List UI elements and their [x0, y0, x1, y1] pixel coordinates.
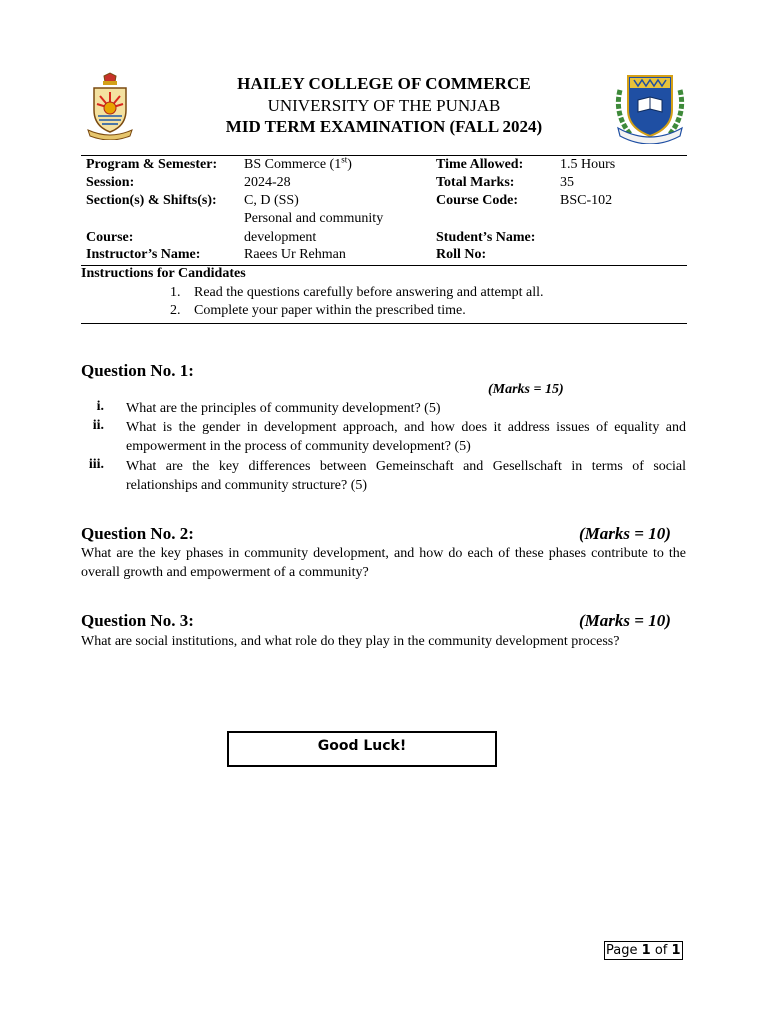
instructions-rule	[81, 323, 687, 324]
course-code-label: Course Code:	[436, 193, 519, 208]
question-1-marks: (Marks = 15)	[488, 382, 564, 397]
subquestion-number: i.	[96, 399, 104, 414]
course-code-value: BSC-102	[560, 193, 613, 208]
question-3-title: Question No. 3:	[81, 611, 194, 630]
total-marks-label: Total Marks:	[436, 175, 515, 190]
time-allowed-label: Time Allowed:	[436, 157, 524, 172]
exam-title: MID TERM EXAMINATION (FALL 2024)	[225, 117, 543, 136]
page-number: Page 1 of 1	[606, 943, 681, 958]
subquestion-text: What is the gender in development approach, and how does it address issues of equality and empowerment in the process of community development? (5)	[126, 420, 686, 454]
subquestion-number: iii.	[88, 457, 104, 472]
subquestion-text: What are the principles of community development? (5)	[126, 401, 441, 416]
question-3-marks: (Marks = 10)	[579, 611, 671, 630]
instructions-list	[170, 284, 544, 320]
program-label: Program & Semester:	[86, 157, 218, 172]
list-item: 2. Complete your paper within the prescribed time.	[170, 303, 466, 318]
roll-no-label: Roll No:	[436, 247, 487, 262]
university-name: UNIVERSITY OF THE PUNJAB	[267, 96, 501, 115]
program-value: BS Commerce (1st)	[244, 154, 352, 172]
instructor-label: Instructor’s Name:	[86, 247, 201, 262]
college-name: HAILEY COLLEGE OF COMMERCE	[237, 74, 531, 93]
subquestion-text: What are the key differences between Gemeinschaft and Gesellschaft in terms of social relationships and community structure? (5)	[126, 459, 686, 493]
student-name-label: Student’s Name:	[436, 230, 536, 245]
question-3-text: What are social institutions, and what role do they play in the community development process?	[81, 634, 620, 649]
question-2-marks: (Marks = 10)	[579, 524, 671, 543]
instructor-value: Raees Ur Rehman	[244, 247, 346, 262]
time-allowed-value: 1.5 Hours	[560, 157, 616, 172]
question-2-text: What are the key phases in community development, and how do each of these phases contribute to the overall growth and empowerment of a community?	[81, 546, 686, 580]
section-label: Section(s) & Shifts(s):	[86, 193, 217, 208]
good-luck-box: Good Luck!	[227, 731, 497, 767]
question-1-title: Question No. 1:	[81, 361, 194, 380]
course-label: Course:	[86, 230, 134, 245]
total-marks-value: 35	[560, 175, 574, 190]
course-value-line2: development	[244, 230, 317, 245]
section-value: C, D (SS)	[244, 193, 299, 208]
course-value-line1: Personal and community	[244, 211, 384, 226]
college-crest-icon	[612, 70, 688, 144]
session-label: Session:	[86, 175, 135, 190]
subquestion-number: ii.	[92, 418, 104, 433]
list-item: 1. Read the questions carefully before answering and attempt all.	[170, 285, 544, 300]
question-2-title: Question No. 2:	[81, 524, 194, 543]
instructions-title: Instructions for Candidates	[81, 266, 246, 281]
session-value: 2024-28	[244, 175, 291, 190]
